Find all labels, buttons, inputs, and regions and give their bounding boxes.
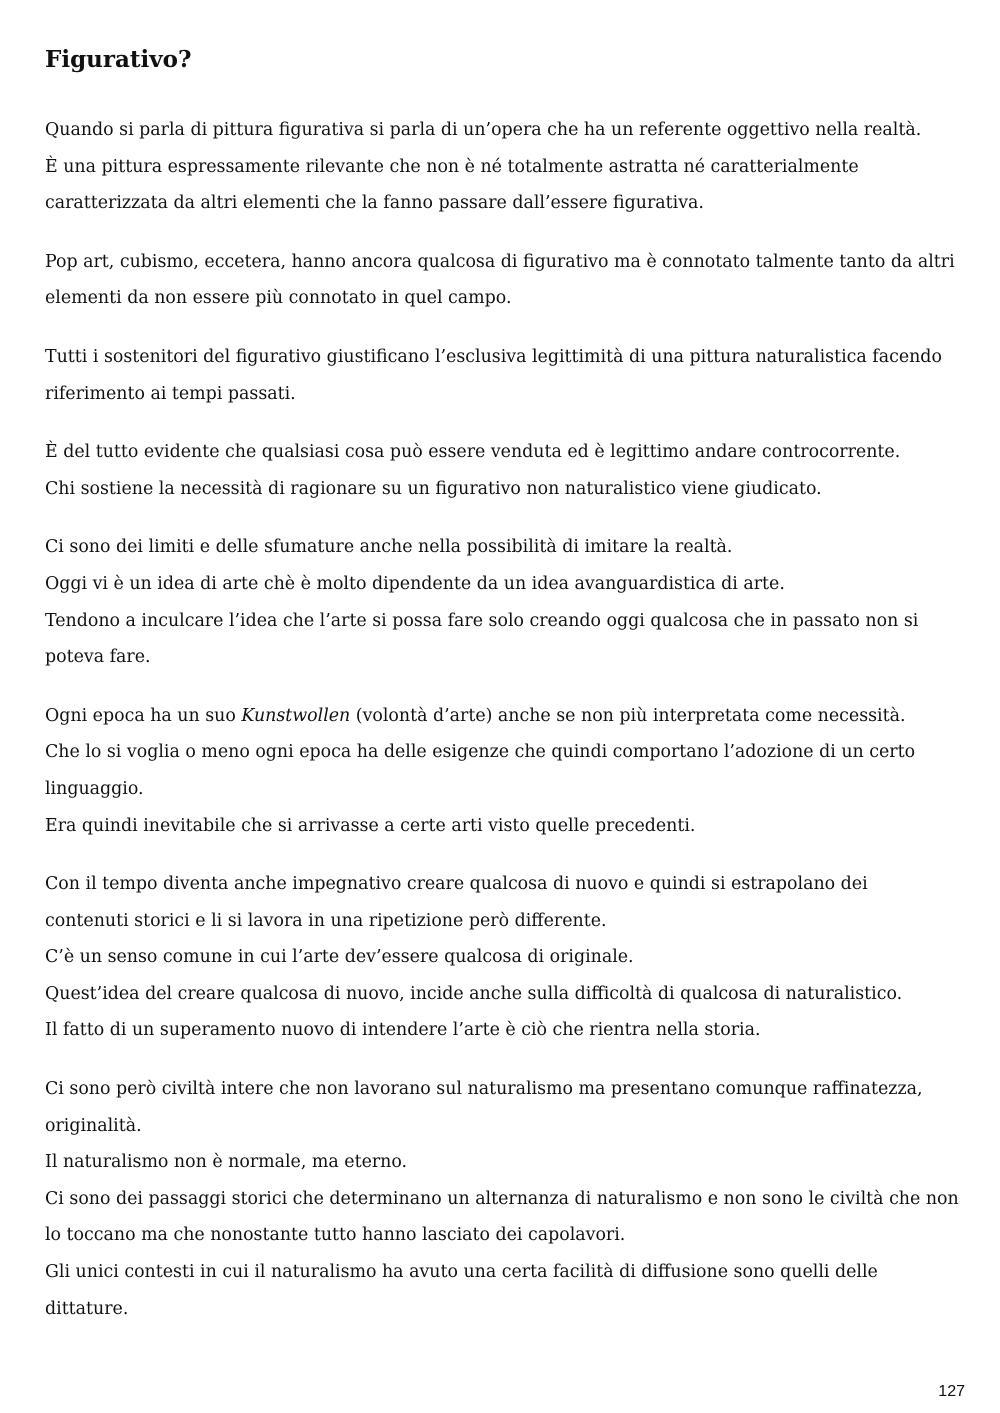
text-line	[45, 698, 975, 735]
text-line: linguaggio.	[45, 778, 144, 799]
paragraph-8	[45, 1071, 975, 1327]
text-run: Ogni epoca ha un suo	[45, 705, 242, 726]
text-line: È una pittura espressamente rilevante che non è né totalmente astratta né caratterialmente	[45, 156, 859, 177]
text-line: Con il tempo diventa anche impegnativo creare qualcosa di nuovo e quindi si estrapolano dei	[45, 874, 868, 895]
paragraph-3	[45, 339, 975, 412]
text-line: Pop art, cubismo, eccetera, hanno ancora qualcosa di figurativo ma è connotato talmente tanto da altri	[45, 251, 955, 272]
text-line: Ci sono dei limiti e delle sfumature anche nella possibilità di imitare la realtà.	[45, 537, 733, 558]
text-line: Era quindi inevitabile che si arrivasse a certe arti visto quelle precedenti.	[45, 815, 696, 836]
text-line: Il fatto di un superamento nuovo di intendere l’arte è ciò che rientra nella storia.	[45, 1020, 761, 1041]
paragraph-7	[45, 866, 975, 1049]
page-title: Figurativo?	[45, 46, 192, 73]
text-line: Tendono a inculcare l’idea che l’arte si possa fare solo creando oggi qualcosa che in passato non si	[45, 610, 919, 631]
text-line: dittature.	[45, 1298, 129, 1319]
text-line: originalità.	[45, 1115, 142, 1136]
text-line: poteva fare.	[45, 647, 151, 668]
paragraph-1	[45, 112, 975, 222]
text-line: Ci sono dei passaggi storici che determinano un alternanza di naturalismo e non sono le civiltà che non	[45, 1188, 959, 1209]
paragraph-5	[45, 529, 975, 675]
italic-term: Kunstwollen	[241, 705, 351, 726]
text-line: C’è un senso comune in cui l’arte dev’essere qualcosa di originale.	[45, 947, 634, 968]
text-line: Quest’idea del creare qualcosa di nuovo, incide anche sulla difficoltà di qualcosa di naturalistico.	[45, 983, 903, 1004]
text-line: elementi da non essere più connotato in quel campo.	[45, 288, 512, 309]
text-line: caratterizzata da altri elementi che la fanno passare dall’essere figurativa.	[45, 193, 704, 214]
body-text	[45, 112, 975, 1349]
paragraph-6	[45, 698, 975, 844]
text-line: Che lo si voglia o meno ogni epoca ha delle esigenze che quindi comportano l’adozione di un certo	[45, 742, 916, 763]
text-line: contenuti storici e li si lavora in una ripetizione però differente.	[45, 910, 607, 931]
page-number: 127	[938, 1383, 965, 1400]
text-line: Gli unici contesti in cui il naturalismo ha avuto una certa facilità di diffusione sono quelli delle	[45, 1262, 878, 1283]
text-line: Tutti i sostenitori del figurativo giustificano l’esclusiva legittimità di una pittura naturalistica facendo	[45, 346, 942, 367]
text-line: Ci sono però civiltà intere che non lavorano sul naturalismo ma presentano comunque raffinatezza,	[45, 1079, 923, 1100]
text-line: Oggi vi è un idea di arte chè è molto dipendente da un idea avanguardistica di arte.	[45, 573, 785, 594]
text-line: Quando si parla di pittura figurativa si parla di un’opera che ha un referente oggettivo nella realtà.	[45, 120, 922, 140]
text-run: (volontà d’arte) anche se non più interpretata come necessità.	[350, 705, 906, 726]
paragraph-2	[45, 244, 975, 317]
text-line: Il naturalismo non è normale, ma eterno.	[45, 1152, 408, 1173]
text-line: Chi sostiene la necessità di ragionare su un figurativo non naturalistico viene giudicato.	[45, 478, 822, 499]
text-line: lo toccano ma che nonostante tutto hanno lasciato dei capolavori.	[45, 1225, 626, 1246]
text-line: È del tutto evidente che qualsiasi cosa può essere venduta ed è legittimo andare controcorrente.	[45, 442, 901, 463]
paragraph-4	[45, 434, 975, 507]
text-line: riferimento ai tempi passati.	[45, 383, 296, 404]
